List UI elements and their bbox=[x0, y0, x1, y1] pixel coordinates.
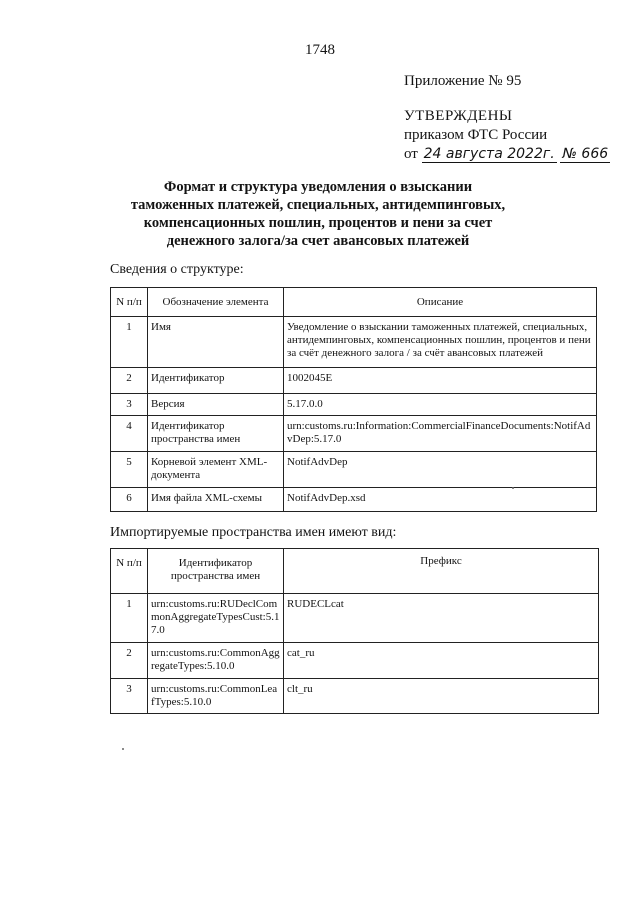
column-header: Префикс bbox=[284, 549, 599, 594]
row-number: 3 bbox=[111, 679, 148, 714]
element-name: Идентификатор пространства имен bbox=[148, 416, 284, 452]
namespace-prefix: cat_ru bbox=[284, 643, 599, 679]
table-row bbox=[111, 416, 597, 452]
table-header-row bbox=[111, 549, 599, 594]
namespaces-label: Импортируемые пространства имен имеют вид: bbox=[110, 525, 397, 540]
row-number: 4 bbox=[111, 416, 148, 452]
approved-heading: УТВЕРЖДЕНЫ bbox=[404, 108, 513, 124]
row-number: 1 bbox=[111, 317, 148, 368]
column-header: Идентификатор пространства имен bbox=[148, 549, 284, 594]
table-row bbox=[111, 679, 599, 714]
namespace-id: urn:customs.ru:RUDeclCommonAggregateTypesCust:5.17.0 bbox=[148, 594, 284, 643]
row-number: 2 bbox=[111, 643, 148, 679]
table-header-row bbox=[111, 288, 597, 317]
element-description: urn:customs.ru:Information:CommercialFinanceDocuments:NotifAdvDep:5.17.0 bbox=[284, 416, 597, 452]
namespace-prefix: clt_ru bbox=[284, 679, 599, 714]
date-value: 24 августа 2022г. bbox=[423, 146, 555, 162]
structure-table bbox=[110, 287, 597, 512]
row-number: 3 bbox=[111, 394, 148, 416]
namespace-id: urn:customs.ru:CommonLeafTypes:5.10.0 bbox=[148, 679, 284, 714]
row-number: 5 bbox=[111, 452, 148, 488]
element-description: NotifAdvDep bbox=[284, 452, 597, 488]
page-number: 1748 bbox=[305, 42, 335, 58]
document-title: Формат и структура уведомления о взыскании таможенных платежей, специальных, антидемпинговых, компенсационных пошлин, процентов и пени за счет денежного залога/за счет авансовых платежей bbox=[130, 179, 506, 249]
namespaces-table bbox=[110, 548, 599, 714]
structure-label: Сведения о структуре: bbox=[110, 262, 244, 277]
row-number: 1 bbox=[111, 594, 148, 643]
element-name: Корневой элемент XML-документа bbox=[148, 452, 284, 488]
element-description: Уведомление о взыскании таможенных платежей, специальных, антидемпинговых, компенсационных пошлин, процентов и пени за счёт денежного залога / за счёт авансовых платежей bbox=[284, 317, 597, 368]
table-row bbox=[111, 594, 599, 643]
namespace-id: urn:customs.ru:CommonAggregateTypes:5.10.0 bbox=[148, 643, 284, 679]
table-row bbox=[111, 368, 597, 394]
column-header: N п/п bbox=[111, 288, 148, 317]
column-header: Обозначение элемента bbox=[148, 288, 284, 317]
table-row bbox=[111, 488, 597, 512]
appendix-label: Приложение № 95 bbox=[404, 73, 522, 89]
order-number: № 666 bbox=[562, 146, 609, 162]
row-number: 6 bbox=[111, 488, 148, 512]
approval-date-line bbox=[404, 146, 610, 163]
scan-speck bbox=[512, 487, 514, 489]
column-header: Описание bbox=[284, 288, 597, 317]
table-row bbox=[111, 317, 597, 368]
element-description: 1002045E bbox=[284, 368, 597, 394]
approved-by: приказом ФТС России bbox=[404, 127, 548, 143]
table-row bbox=[111, 643, 599, 679]
table-row bbox=[111, 394, 597, 416]
date-prefix: от bbox=[404, 146, 418, 162]
column-header: N п/п bbox=[111, 549, 148, 594]
element-name: Идентификатор bbox=[148, 368, 284, 394]
element-description: NotifAdvDep.xsd bbox=[284, 488, 597, 512]
table-row bbox=[111, 452, 597, 488]
element-description: 5.17.0.0 bbox=[284, 394, 597, 416]
element-name: Имя bbox=[148, 317, 284, 368]
scan-speck bbox=[122, 748, 124, 750]
element-name: Версия bbox=[148, 394, 284, 416]
namespace-prefix: RUDECLcat bbox=[284, 594, 599, 643]
row-number: 2 bbox=[111, 368, 148, 394]
element-name: Имя файла XML-схемы bbox=[148, 488, 284, 512]
